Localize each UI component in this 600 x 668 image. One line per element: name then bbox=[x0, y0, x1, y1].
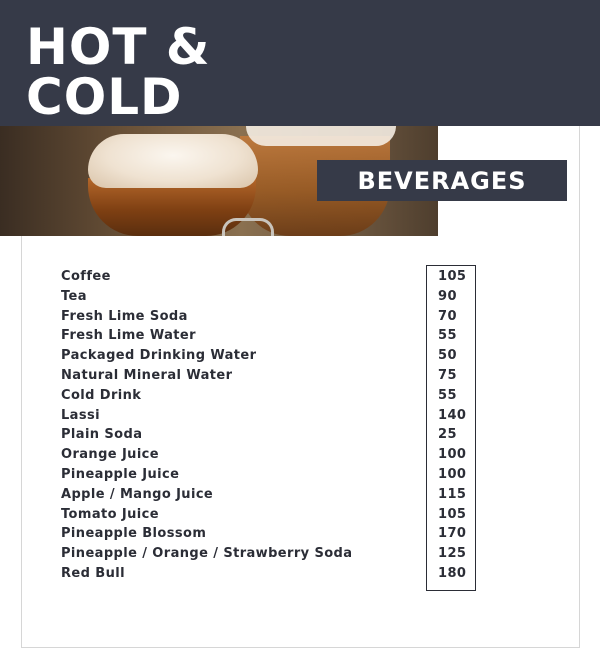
header-band bbox=[0, 0, 600, 126]
menu-item-price: 180 bbox=[438, 565, 467, 581]
menu-item-name: Tomato Juice bbox=[61, 506, 159, 522]
menu-item-price: 50 bbox=[438, 348, 457, 364]
section-banner bbox=[317, 160, 567, 201]
menu-item-name: Apple / Mango Juice bbox=[61, 486, 214, 502]
section-title: BEVERAGES bbox=[357, 166, 527, 195]
menu-item-price: 100 bbox=[438, 466, 467, 482]
menu-item-price: 100 bbox=[438, 447, 467, 463]
menu-item-name: Packaged Drinking Water bbox=[61, 348, 257, 364]
title-line-2: COLD bbox=[26, 68, 183, 126]
menu-item-price: 140 bbox=[438, 407, 467, 423]
menu-item-name: Tea bbox=[61, 288, 87, 304]
menu-item-name: Coffee bbox=[61, 269, 111, 284]
menu-item-price: 70 bbox=[438, 308, 457, 324]
menu-item-name: Pineapple Juice bbox=[61, 466, 180, 482]
menu-item-price: 55 bbox=[438, 387, 457, 403]
menu-item-price: 90 bbox=[438, 288, 457, 304]
menu-item-price: 105 bbox=[438, 506, 467, 522]
menu-item-price: 55 bbox=[438, 328, 457, 344]
menu-item-price: 75 bbox=[438, 367, 457, 383]
glass-handle bbox=[222, 218, 274, 236]
foam-back bbox=[246, 126, 396, 146]
menu-item-name: Natural Mineral Water bbox=[61, 367, 233, 383]
menu-item-name: Plain Soda bbox=[61, 427, 143, 443]
menu-item-name: Pineapple / Orange / Strawberry Soda bbox=[61, 546, 353, 562]
menu-item-price: 105 bbox=[438, 269, 467, 284]
menu-item-name: Pineapple Blossom bbox=[61, 526, 207, 542]
menu-item-name: Fresh Lime Soda bbox=[61, 308, 188, 324]
menu-item-price: 125 bbox=[438, 546, 467, 562]
item-price-list bbox=[438, 267, 466, 584]
menu-item-name: Lassi bbox=[61, 407, 100, 423]
menu-item-name: Orange Juice bbox=[61, 447, 160, 463]
menu-item-price: 170 bbox=[438, 526, 467, 542]
menu-item-price: 115 bbox=[438, 486, 467, 502]
menu-item-name: Cold Drink bbox=[61, 387, 142, 403]
menu-item-price: 25 bbox=[438, 427, 457, 443]
whipped-cream bbox=[88, 134, 258, 188]
menu-item-name: Red Bull bbox=[61, 565, 125, 581]
menu-item-name: Fresh Lime Water bbox=[61, 328, 196, 344]
item-name-list bbox=[61, 267, 352, 584]
menu-title bbox=[26, 18, 211, 126]
title-line-1: HOT & bbox=[26, 18, 211, 76]
